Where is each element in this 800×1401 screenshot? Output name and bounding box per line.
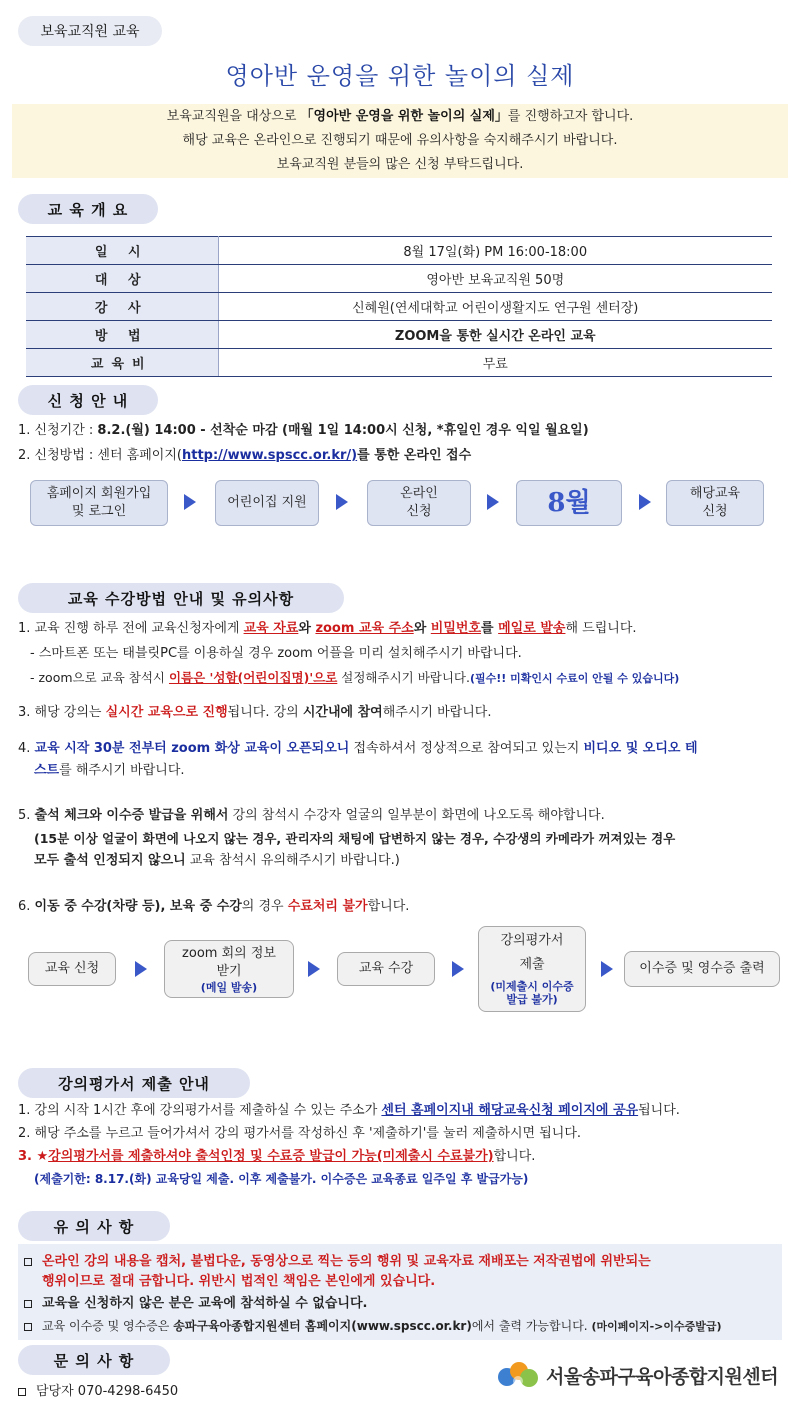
flow-step-apply: 교육 신청 bbox=[28, 952, 116, 986]
table-row: 대 상 영아반 보육교직원 50명 bbox=[26, 265, 772, 293]
table-row: 교육비 무료 bbox=[26, 349, 772, 377]
section-heading-apply: 신 청 안 내 bbox=[18, 385, 158, 415]
center-logo-icon bbox=[496, 1359, 540, 1391]
note-item-2: 교육을 신청하지 않은 분은 교육에 참석하실 수 없습니다. bbox=[24, 1294, 794, 1314]
arrow-icon bbox=[308, 961, 320, 977]
method-item-4: 4. 교육 시작 30분 전부터 zoom 화상 교육이 오픈되오니 접속하셔서 정상적으로 참여되고 있는지 비디오 및 오디오 테 bbox=[18, 741, 698, 756]
center-logo bbox=[496, 1359, 778, 1391]
bullet-icon bbox=[24, 1323, 32, 1331]
category-badge-label: 보육교직원 교육 bbox=[40, 24, 140, 40]
homepage-link[interactable]: http://www.spscc.or.kr/) bbox=[181, 448, 358, 463]
arrow-icon bbox=[184, 494, 196, 510]
table-row: 일 시 8월 17일(화) PM 16:00-18:00 bbox=[26, 237, 772, 265]
method-item-4-cont: 스트를 해주시기 바랍니다. bbox=[34, 763, 185, 778]
note-item-3: 교육 이수증 및 영수증은 송파구육아종합지원센터 홈페이지(www.spscc.or.kr)에서 출력 가능합니다. (마이페이지->이수증발급) bbox=[24, 1316, 794, 1337]
contact-phone: 담당자 070-4298-6450 bbox=[18, 1382, 788, 1401]
section-heading-contact: 문 의 사 항 bbox=[18, 1345, 170, 1375]
method-item-1: 1. 교육 진행 하루 전에 교육신청자에게 교육 자료와 zoom 교육 주소와 비밀번호를 메일로 발송해 드립니다. bbox=[18, 621, 637, 636]
evaluation-item-3: 3. ★강의평가서를 제출하셔야 출석인정 및 수료증 발급이 가능(미제출시 수료불가)합니다. bbox=[18, 1149, 536, 1164]
apply-step-1: 홈페이지 회원가입 및 로그인 bbox=[30, 480, 168, 526]
method-item-5-note-cont: 모두 출석 인정되지 않으니 교육 참석시 유의해주시기 바랍니다.) bbox=[34, 853, 400, 868]
method-item-6: 6. 이동 중 수강(차량 등), 보육 중 수강의 경우 수료처리 불가합니다. bbox=[18, 899, 410, 914]
overview-table bbox=[26, 236, 772, 377]
section-heading-overview: 교 육 개 요 bbox=[18, 194, 158, 224]
method-item-5: 5. 출석 체크와 이수증 발급을 위해서 강의 참석시 수강자 얼굴의 일부분이 화면에 나오도록 해야합니다. bbox=[18, 808, 605, 823]
evaluation-item-2: 2. 해당 주소를 누르고 들어가셔서 강의 평가서를 작성하신 후 '제출하기'를 눌러 제출하시면 됩니다. bbox=[18, 1126, 582, 1141]
apply-step-2: 어린이집 지원 bbox=[215, 480, 319, 526]
bullet-icon bbox=[24, 1258, 32, 1266]
arrow-icon bbox=[336, 494, 348, 510]
bullet-icon bbox=[18, 1388, 26, 1396]
arrow-icon bbox=[452, 961, 464, 977]
bullet-icon bbox=[24, 1300, 32, 1308]
method-item-3: 3. 해당 강의는 실시간 교육으로 진행됩니다. 강의 시간내에 참여해주시기 바랍니다. bbox=[18, 705, 492, 720]
table-row: 강 사 신혜원(연세대학교 어린이생활지도 연구원 센터장) bbox=[26, 293, 772, 321]
method-item-1-sub-2: - zoom으로 교육 참석시 이름은 '성함(어린이집명)'으로 설정해주시기 바랍니다.(필수!! 미확인시 수료이 안될 수 있습니다) bbox=[30, 670, 680, 685]
method-item-1-sub-1: - 스마트폰 또는 태블릿PC를 이용하실 경우 zoom 어플을 미리 설치해주시기 바랍니다. bbox=[30, 646, 522, 661]
evaluation-deadline: (제출기한: 8.17.(화) 교육당일 제출. 이후 제출불가. 이수증은 교육종료 일주일 후 발급가능) bbox=[34, 1172, 529, 1186]
table-row: 방 법 ZOOM을 통한 실시간 온라인 교육 bbox=[26, 321, 772, 349]
intro-line-3: 보육교직원 분들의 많은 신청 부탁드립니다. bbox=[276, 157, 524, 172]
intro-line-1: 보육교직원을 대상으로 「영아반 운영을 위한 놀이의 실제」를 진행하고자 합니다. bbox=[166, 109, 634, 124]
note-item-1: 온라인 강의 내용을 캡처, 불법다운, 동영상으로 찍는 등의 행위 및 교육자료 재배포는 저작권법에 위반되는 bbox=[24, 1252, 794, 1272]
apply-period: 1. 신청기간 : 8.2.(월) 14:00 - 선착순 마감 (매월 1일 14:00시 신청, *휴일인 경우 익일 월요일) bbox=[18, 423, 589, 438]
apply-step-4: 8월 bbox=[516, 480, 622, 526]
center-logo-text: 서울송파구육아종합지원센터 bbox=[546, 1365, 779, 1388]
section-heading-notes: 유 의 사 항 bbox=[18, 1211, 170, 1241]
flow-step-attend: 교육 수강 bbox=[337, 952, 435, 986]
category-badge bbox=[18, 16, 162, 46]
arrow-icon bbox=[601, 961, 613, 977]
apply-method: 2. 신청방법 : 센터 홈페이지(http://www.spscc.or.kr/)를 통한 온라인 접수 bbox=[18, 448, 472, 463]
arrow-icon bbox=[639, 494, 651, 510]
method-item-5-note: (15분 이상 얼굴이 화면에 나오지 않는 경우, 관리자의 채팅에 답변하지 않는 경우, 수강생의 카메라가 꺼져있는 경우 bbox=[34, 831, 676, 846]
flow-step-zoom-info: zoom 회의 정보 받기 (메일 발송) bbox=[164, 940, 294, 998]
arrow-icon bbox=[487, 494, 499, 510]
apply-step-5: 해당교육 신청 bbox=[666, 480, 764, 526]
arrow-icon bbox=[135, 961, 147, 977]
flow-step-evaluation: 강의평가서 제출 (미제출시 이수증 발급 불가) bbox=[478, 926, 586, 1012]
apply-step-3: 온라인 신청 bbox=[367, 480, 471, 526]
section-heading-method: 교육 수강방법 안내 및 유의사항 bbox=[18, 583, 344, 613]
flow-step-certificate: 이수증 및 영수증 출력 bbox=[624, 951, 780, 987]
page-title: 영아반 운영을 위한 놀이의 실제 bbox=[225, 62, 575, 90]
note-item-1-cont: 행위이므로 절대 금합니다. 위반시 법적인 책임은 본인에게 있습니다. bbox=[42, 1274, 436, 1289]
intro-line-2: 해당 교육은 온라인으로 진행되기 때문에 유의사항을 숙지해주시기 바랍니다. bbox=[182, 133, 618, 148]
section-heading-evaluation: 강의평가서 제출 안내 bbox=[18, 1068, 250, 1098]
intro-box bbox=[12, 104, 788, 178]
evaluation-item-1: 1. 강의 시작 1시간 후에 강의평가서를 제출하실 수 있는 주소가 센터 홈페이지내 해당교육신청 페이지에 공유됩니다. bbox=[18, 1103, 680, 1118]
